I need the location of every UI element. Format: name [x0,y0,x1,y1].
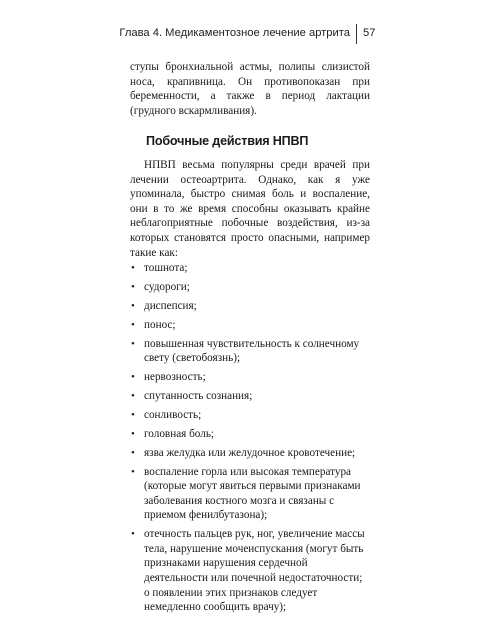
list-item [130,389,370,404]
page-content [130,60,370,619]
running-header [0,27,500,47]
list-item-text: воспаление горла или высокая температура (которые могут явиться первыми признаками заболевания костного мозга и связаны с приемом фенилбутазона); [144,465,361,522]
bullet-icon: • [131,337,135,350]
bullet-icon: • [131,465,135,478]
list-item [130,465,370,523]
list-item [130,446,370,461]
list-item [130,408,370,423]
list-item-text: повышенная чувствительность к солнечному свету (светобоязнь); [144,337,360,365]
list-item [130,299,370,314]
list-item [130,318,370,333]
bullet-icon: • [131,299,135,312]
list-item-text: судороги; [144,281,190,294]
list-item-text: спутанность сознания; [144,390,253,403]
list-item-text: язва желудка или желудочное кровотечение; [144,446,356,459]
list-item [130,427,370,442]
bullet-icon: • [131,390,135,403]
list-item [130,261,370,276]
section-heading: Побочные действия НПВП [146,134,309,149]
bullet-icon: • [131,262,135,275]
chapter-title: Глава 4. Медикаментозное лечение артрита [119,27,350,39]
bullet-icon: • [131,371,135,384]
list-item-text: нервозность; [144,371,206,384]
bullet-icon: • [131,427,135,440]
page-number: 57 [363,27,376,39]
bullet-icon: • [131,446,135,459]
list-item [130,280,370,295]
bullet-icon: • [131,281,135,294]
bullet-icon: • [131,318,135,331]
list-item [130,370,370,385]
continuation-paragraph: ступы бронхиальной астмы, полипы слизистой носа, крапивница. Он противопоказан при беременности, а также в период лактации (грудного вскармливания). [130,61,370,117]
list-item-text: понос; [144,318,176,331]
bullet-icon: • [131,408,135,421]
list-item [130,337,370,366]
list-item-text: отечность пальцев рук, ног, увеличение массы тела, нарушение мочеиспускания (могут быть признаками нарушения сердечной деятельности или почечной недостаточности; о появлении этих признаков следует немедленно сообщить врачу); [144,528,365,614]
intro-paragraph: НПВП весьма популярны среди врачей при лечении остеоартрита. Однако, как я уже упоминала, быстро снимая боль и воспаление, они в то же время способны оказывать крайне неблагоприятные побочные воздействия, из-за которых становятся просто опасными, например такие как: [130,158,370,259]
bullet-icon: • [131,528,135,541]
list-item-text: диспепсия; [144,299,197,312]
list-item-text: тошнота; [144,262,188,275]
list-item-text: головная боль; [144,427,215,440]
side-effects-list [130,261,370,615]
list-item [130,527,370,615]
list-item-text: сонливость; [144,408,202,421]
header-divider [356,24,357,44]
